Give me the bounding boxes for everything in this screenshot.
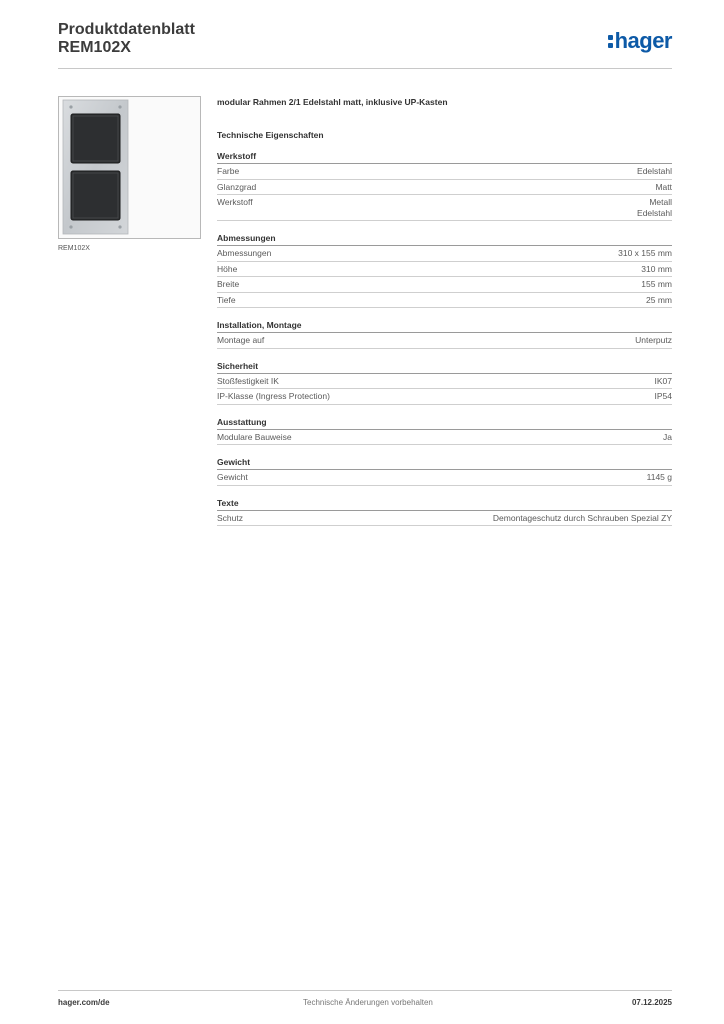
spec-section: [217, 498, 672, 527]
spec-section: [217, 361, 672, 405]
footer-date: 07.12.2025: [631, 998, 672, 1007]
spec-row: [217, 511, 672, 527]
frame-image-icon: [59, 97, 200, 238]
spec-row: [217, 333, 672, 349]
spec-value: Unterputz: [635, 335, 672, 345]
section-title: Gewicht: [217, 457, 672, 470]
spec-section: [217, 417, 672, 446]
spec-row: [217, 262, 672, 278]
hager-logo: [608, 28, 672, 54]
product-description: modular Rahmen 2/1 Edelstahl matt, inklusive UP-Kasten: [217, 97, 448, 107]
spec-label: Höhe: [217, 263, 238, 274]
spec-section: [217, 457, 672, 486]
spec-row: [217, 195, 672, 221]
section-title: Abmessungen: [217, 233, 672, 246]
spec-row: [217, 164, 672, 180]
page-title: Produktdatenblatt: [58, 21, 195, 38]
product-image: [58, 96, 201, 239]
spec-label: Schutz: [217, 512, 243, 523]
spec-row: [217, 180, 672, 196]
spec-value: Demontageschutz durch Schrauben Spezial ZY: [492, 512, 672, 523]
spec-row: [217, 277, 672, 293]
spec-section: [217, 233, 672, 308]
spec-label: Glanzgrad: [217, 181, 257, 192]
logo-text: hager: [614, 28, 672, 53]
section-title: Werkstoff: [217, 151, 672, 164]
spec-value: Edelstahl: [637, 166, 672, 176]
product-code: REM102X: [58, 39, 131, 56]
spec-label: Tiefe: [217, 294, 236, 305]
spec-value: 310 mm: [641, 263, 672, 274]
spec-section: [217, 151, 672, 221]
section-title: Texte: [217, 498, 672, 511]
spec-label: Breite: [217, 279, 240, 289]
tech-heading: Technische Eigenschaften: [217, 130, 324, 140]
section-title: Sicherheit: [217, 361, 672, 374]
spec-section: [217, 320, 672, 349]
footer-divider: [58, 990, 672, 991]
spec-label: Gewicht: [217, 472, 248, 482]
spec-value: IP54: [654, 391, 672, 401]
footer-notice: Technische Änderungen vorbehalten: [303, 998, 433, 1007]
logo-dots-icon: [608, 33, 614, 49]
spec-value: IK07: [654, 375, 672, 386]
spec-value: Ja: [663, 431, 672, 442]
spec-value: 25 mm: [646, 294, 672, 305]
spec-value: 1145 g: [646, 472, 672, 482]
spec-row: [217, 389, 672, 405]
spec-row: [217, 374, 672, 390]
spec-value: Metall Edelstahl: [637, 197, 672, 218]
section-title: Ausstattung: [217, 417, 672, 430]
image-caption: REM102X: [58, 245, 90, 252]
spec-row: [217, 246, 672, 262]
spec-value: 310 x 155 mm: [618, 248, 672, 258]
header-divider: [58, 68, 672, 69]
spec-row: [217, 470, 672, 486]
spec-sections: [217, 151, 672, 526]
spec-content: [217, 95, 672, 526]
spec-row: [217, 430, 672, 446]
spec-label: Farbe: [217, 166, 240, 176]
spec-label: Abmessungen: [217, 248, 272, 258]
spec-row: [217, 293, 672, 309]
spec-label: Stoßfestigkeit IK: [217, 375, 279, 386]
spec-value: 155 mm: [641, 279, 672, 289]
footer-website: hager.com/de: [58, 998, 110, 1007]
spec-value: Matt: [655, 181, 672, 192]
spec-label: Montage auf: [217, 335, 265, 345]
section-title: Installation, Montage: [217, 320, 672, 333]
spec-label: IP-Klasse (Ingress Protection): [217, 391, 330, 401]
spec-label: Werkstoff: [217, 197, 253, 207]
spec-label: Modulare Bauweise: [217, 431, 292, 442]
